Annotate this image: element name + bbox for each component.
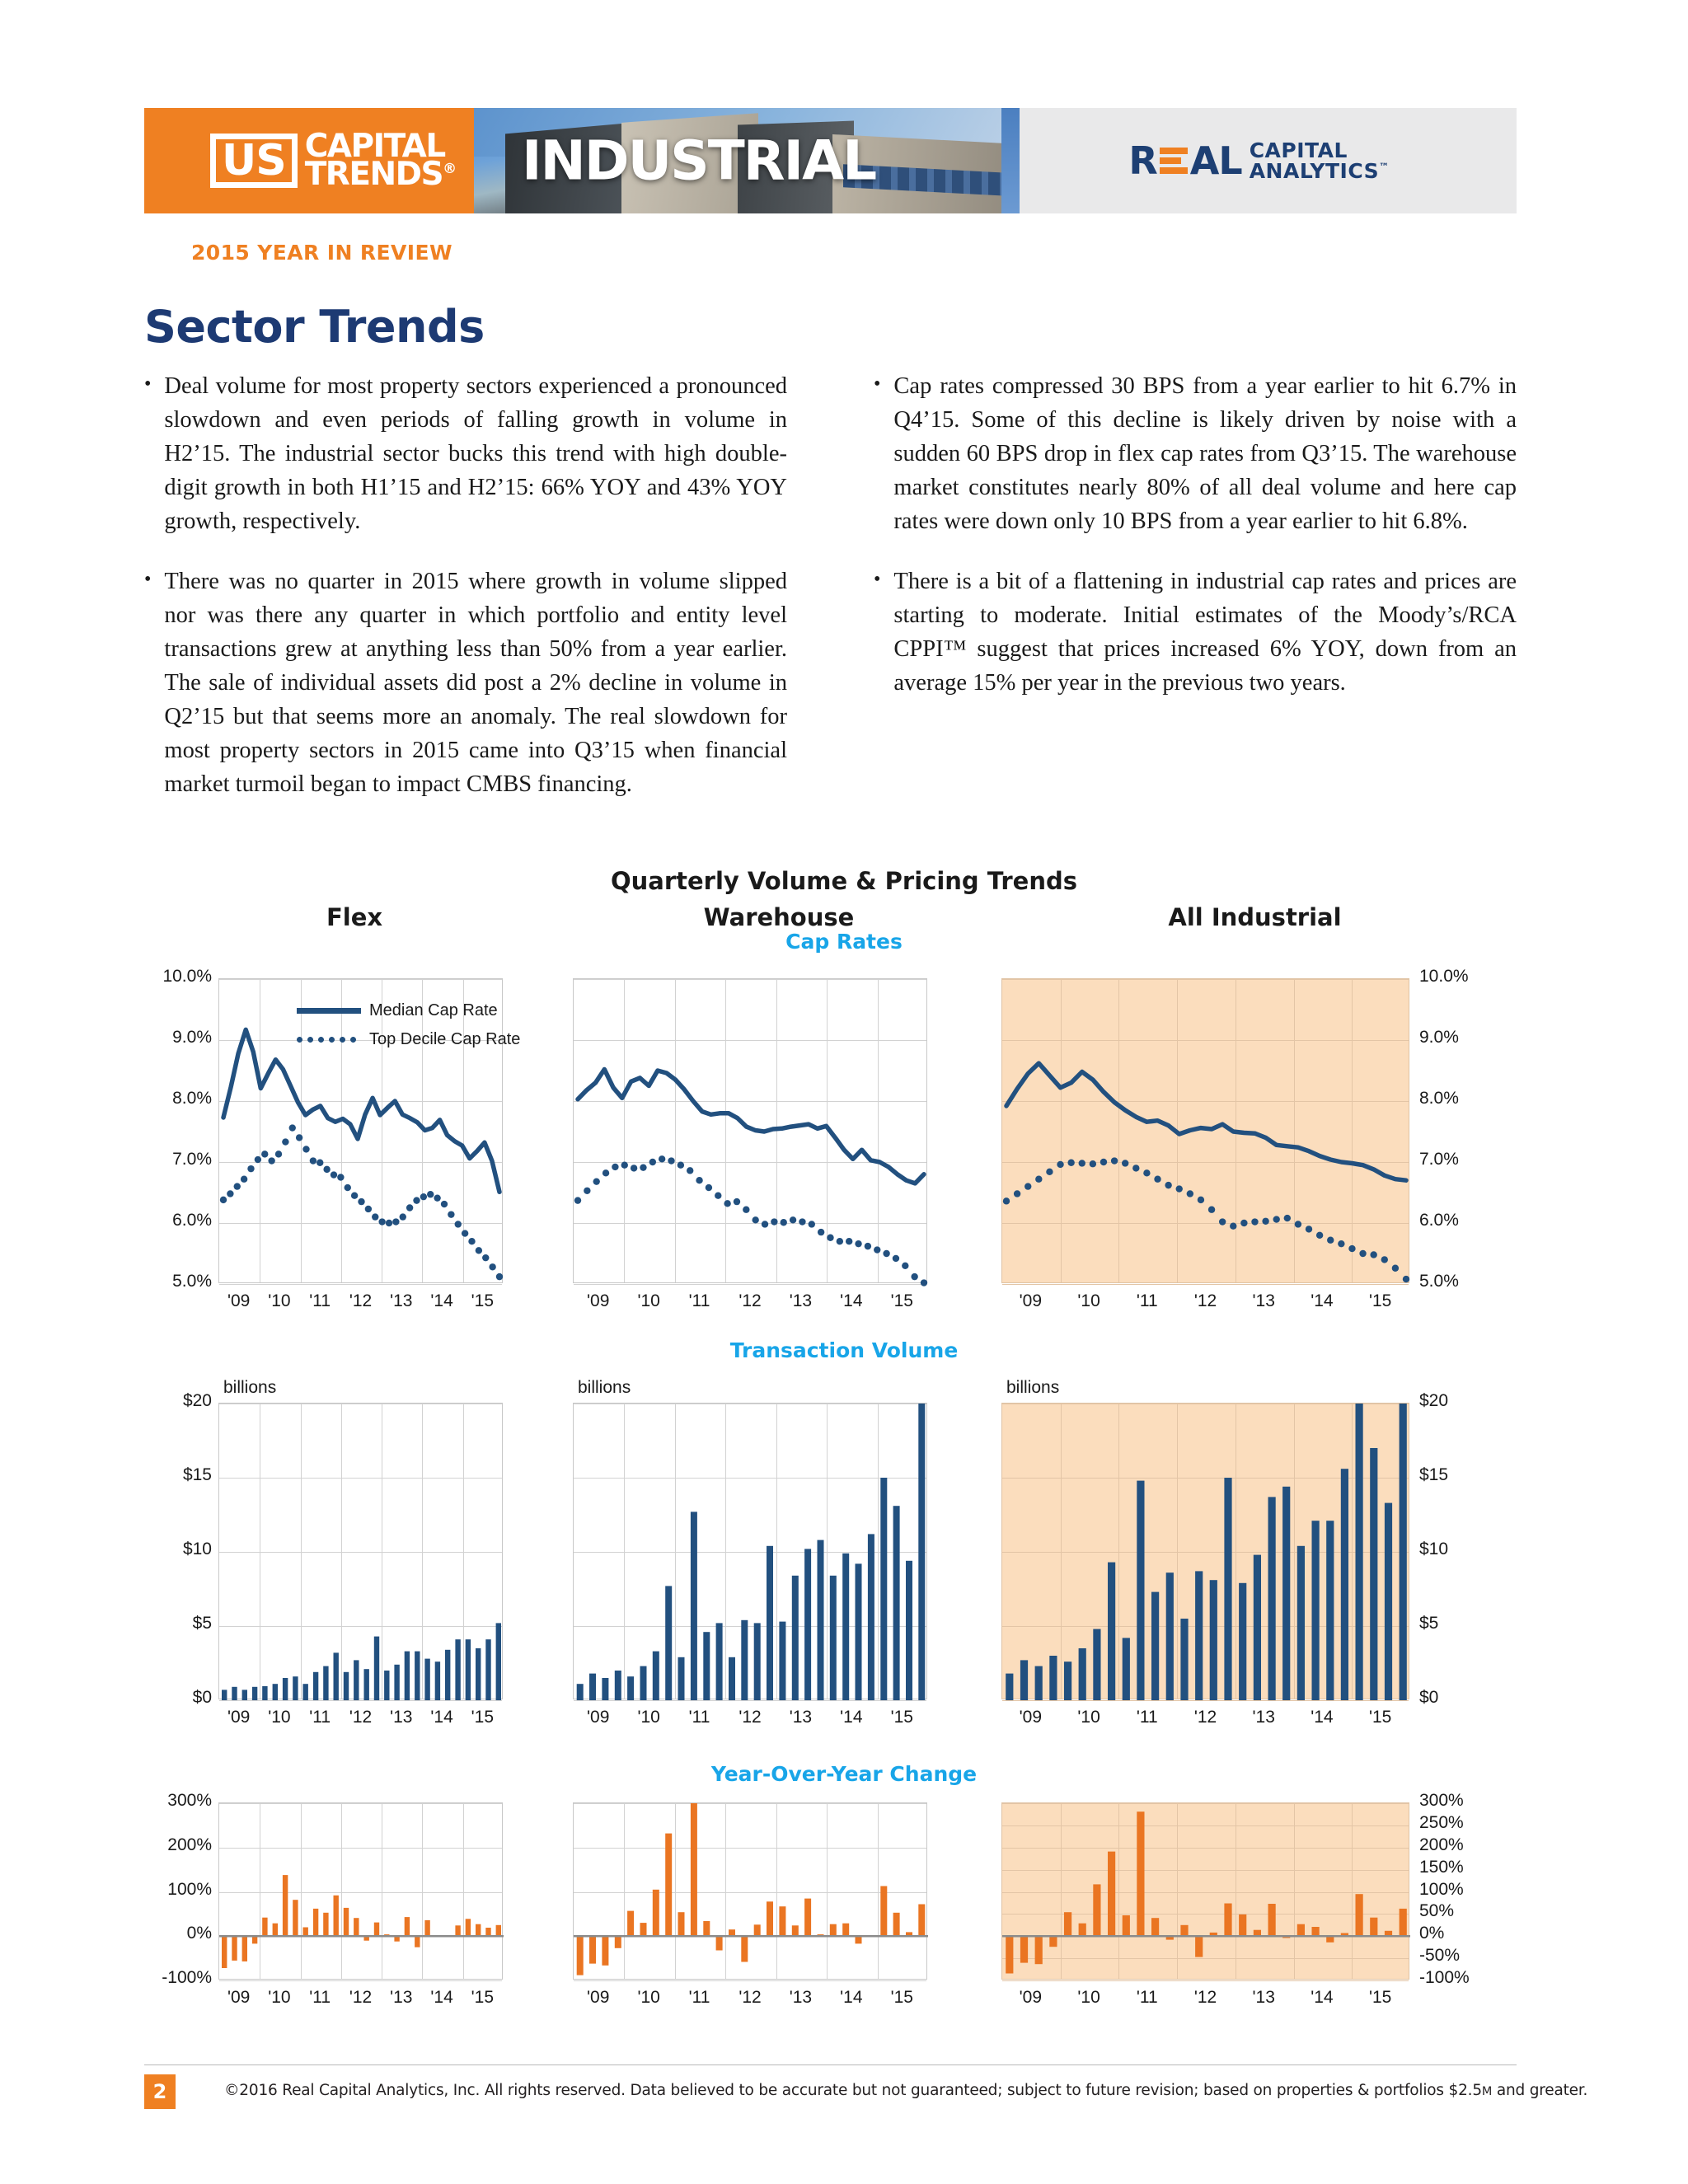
axis-tick-label: -100%	[162, 1968, 212, 1987]
blue-stripe-accent	[1001, 108, 1020, 213]
axis-tick-label: $15	[1419, 1465, 1449, 1484]
axis-tick-label: 100%	[1419, 1879, 1464, 1899]
axis-tick-label: '09	[587, 1708, 610, 1727]
legend-swatch-median-line	[297, 1008, 361, 1014]
axis-tick-label: '09	[1019, 1988, 1043, 2007]
footer-copyright: ©2016 Real Capital Analytics, Inc. All rights reserved. Data believed to be accurate but not guaranteed; subject to future revision; based on properties & portfolios $2.5M and greater.	[224, 2082, 1588, 2099]
bullet-text: Cap rates compressed 30 BPS from a year earlier to hit 6.7% in Q4’15. Some of this decline is likely driven by noise with a sudden 60 BPS drop in flex cap rates from Q3’15. The warehouse market constitutes nearly 80% of all deal volume and here cap rates were down only 10 BPS from a year earlier to hit 6.8%.	[893, 373, 1517, 535]
axis-tick-label: '13	[1252, 1291, 1275, 1310]
axis-tick-label: '15	[471, 1291, 495, 1310]
plot-area	[573, 1802, 927, 1980]
chart-panel-cap-flex	[144, 960, 565, 1310]
chart-legend	[297, 1001, 520, 1059]
body-columns	[144, 369, 1517, 827]
axis-tick-label: '10	[1077, 1708, 1100, 1727]
industrial-banner-photo	[474, 108, 1001, 213]
gridline-horizontal	[1002, 1700, 1409, 1701]
axis-tick-label: $0	[1419, 1688, 1439, 1707]
chart-column-title-flex: Flex	[326, 903, 383, 931]
banner-sector-word: INDUSTRIAL	[522, 129, 876, 193]
axis-tick-label: '09	[587, 1988, 610, 2007]
axis-tick-label: '15	[1368, 1708, 1392, 1727]
real-capital-analytics-logo	[1001, 108, 1517, 213]
axis-unit-label: billions	[578, 1378, 631, 1397]
axis-tick-label: '15	[471, 1708, 495, 1727]
bullet-item	[144, 369, 787, 538]
chart-panel-volume-warehouse	[565, 1370, 993, 1727]
axis-tick-label: 9.0%	[172, 1028, 212, 1047]
gridline-horizontal	[1002, 1284, 1409, 1285]
axis-tick-label: '13	[1252, 1708, 1275, 1727]
rca-e-bars-icon	[1160, 148, 1188, 174]
gridline-horizontal	[574, 1284, 926, 1285]
legend-item	[297, 1030, 520, 1049]
chart-row-label-transaction-volume: Transaction Volume	[729, 1338, 959, 1362]
axis-tick-label: '14	[840, 1708, 863, 1727]
axis-tick-label: $10	[182, 1540, 212, 1558]
gridline-horizontal	[219, 1284, 502, 1285]
plot-area	[1001, 1403, 1409, 1699]
page-number-badge: 2	[144, 2074, 176, 2109]
axis-tick-label: 7.0%	[1419, 1150, 1459, 1169]
axis-tick-label: '12	[349, 1291, 373, 1310]
axis-tick-label: 5.0%	[1419, 1272, 1459, 1291]
axis-tick-label: '12	[738, 1988, 762, 2007]
axis-tick-label: $0	[192, 1688, 212, 1707]
bullet-text: There is a bit of a flattening in industrial cap rates and prices are starting to moderate. Initial estimates of the Moody’s/RCA CPPI™ suggest that prices increased 6% YOY, down from an average 15% per year in the previous two years.	[893, 569, 1517, 696]
axis-tick-label: '13	[390, 1988, 413, 2007]
axis-tick-label: '14	[430, 1291, 453, 1310]
axis-tick-label: '11	[309, 1291, 331, 1310]
page-title: Sector Trends	[144, 301, 485, 353]
axis-tick-label: '12	[349, 1988, 373, 2007]
axis-unit-label: billions	[223, 1378, 277, 1397]
chart-series-layer	[1002, 1404, 1410, 1700]
axis-tick-label: 0%	[186, 1924, 212, 1943]
axis-tick-label: '15	[890, 1291, 913, 1310]
axis-tick-label: '10	[268, 1988, 291, 2007]
axis-tick-label: 150%	[1419, 1857, 1464, 1877]
legend-swatch-top-decile-dots	[297, 1037, 361, 1043]
axis-tick-label: '14	[840, 1291, 863, 1310]
chart-series-layer	[574, 1803, 928, 1980]
axis-tick-label: '14	[430, 1708, 453, 1727]
axis-tick-label: $20	[182, 1391, 212, 1410]
chart-panel-cap-warehouse	[565, 960, 993, 1310]
axis-tick-label: '09	[1019, 1291, 1043, 1310]
plot-area	[573, 978, 927, 1283]
cap-rates-chart-row	[144, 960, 1517, 1310]
axis-tick-label: '13	[789, 1988, 813, 2007]
footer-divider	[144, 2064, 1517, 2065]
transaction-volume-chart-row	[144, 1370, 1517, 1727]
axis-tick-label: '11	[1136, 1708, 1158, 1727]
axis-tick-label: 8.0%	[172, 1089, 212, 1108]
axis-tick-label: '09	[227, 1988, 251, 2007]
axis-tick-label: 50%	[1419, 1901, 1455, 1921]
chart-series-layer	[1002, 1803, 1410, 1980]
axis-tick-label: $5	[1419, 1614, 1439, 1633]
axis-tick-label: '15	[1368, 1988, 1392, 2007]
gridline-horizontal	[574, 1700, 926, 1701]
plot-area	[573, 1403, 927, 1699]
axis-tick-label: '11	[309, 1988, 331, 2007]
axis-tick-label: 6.0%	[172, 1211, 212, 1230]
bullet-text: Deal volume for most property sectors experienced a pronounced slowdown and even periods of falling growth in volume in H2’15. The industrial sector bucks this trend with high double-digit growth in both H1’15 and H2’15: 66% YOY and 43% YOY growth, respectively.	[164, 373, 787, 535]
axis-tick-label: 8.0%	[1419, 1089, 1459, 1108]
axis-tick-label: $10	[1419, 1540, 1449, 1558]
axis-tick-label: '14	[840, 1988, 863, 2007]
chart-row-label-yoy-change: Year-Over-Year Change	[710, 1762, 978, 1786]
axis-tick-label: '09	[587, 1291, 610, 1310]
axis-tick-label: '10	[268, 1291, 291, 1310]
us-capital-trends-logo	[144, 108, 474, 213]
chart-panel-yoy-flex	[144, 1793, 565, 2007]
axis-tick-label: 200%	[167, 1835, 212, 1854]
bullet-text: There was no quarter in 2015 where growth in volume slipped nor was there any quarter in which portfolio and entity level transactions grew at anything less than 50% from a year earlier. The sale of individual assets did post a 2% decline in volume in Q2’15 but that seems more an anomaly. The real slowdown for most property sectors in 2015 came into Q3’15 when financial market turmoil began to impact CMBS financing.	[164, 569, 787, 798]
bullet-dot-icon: •	[874, 569, 881, 591]
axis-tick-label: $5	[192, 1614, 212, 1633]
plot-area	[218, 1403, 503, 1699]
axis-tick-label: '10	[1077, 1291, 1100, 1310]
axis-tick-label: 7.0%	[172, 1150, 212, 1169]
logo-trends-text: TRENDS®	[304, 156, 456, 193]
axis-tick-label: '10	[637, 1291, 660, 1310]
axis-tick-label: 250%	[1419, 1812, 1464, 1832]
chart-column-title-warehouse: Warehouse	[703, 903, 855, 931]
gridline-horizontal	[1002, 1980, 1409, 1981]
axis-tick-label: 300%	[167, 1791, 212, 1810]
bullet-item	[144, 565, 787, 801]
axis-tick-label: '13	[789, 1291, 813, 1310]
axis-tick-label: 200%	[1419, 1835, 1464, 1854]
plot-area	[218, 1802, 503, 1980]
axis-tick-label: '09	[227, 1708, 251, 1727]
chart-series-layer	[574, 1404, 928, 1700]
axis-tick-label: 100%	[167, 1879, 212, 1899]
charts-main-title: Quarterly Volume & Pricing Trends	[610, 867, 1078, 895]
bullet-dot-icon: •	[144, 569, 152, 591]
chart-panel-cap-all-industrial	[993, 960, 1517, 1310]
axis-tick-label: '12	[738, 1708, 762, 1727]
axis-tick-label: 9.0%	[1419, 1028, 1459, 1047]
axis-tick-label: 5.0%	[172, 1272, 212, 1291]
legend-label: Top Decile Cap Rate	[369, 1030, 521, 1048]
rca-wordmark: R AL	[1128, 138, 1242, 183]
chart-series-layer	[1002, 979, 1410, 1284]
axis-tick-label: '11	[309, 1708, 331, 1727]
plot-area	[1001, 1802, 1409, 1980]
bullet-item	[874, 369, 1517, 538]
axis-tick-label: '14	[1311, 1988, 1334, 2007]
axis-tick-label: 10.0%	[162, 967, 212, 986]
axis-tick-label: '12	[738, 1291, 762, 1310]
logo-us-mark: US	[210, 134, 298, 189]
plot-area	[1001, 978, 1409, 1283]
chart-panel-volume-all-industrial	[993, 1370, 1517, 1727]
chart-series-layer	[574, 979, 928, 1284]
axis-tick-label: '13	[390, 1291, 413, 1310]
axis-tick-label: '14	[1311, 1291, 1334, 1310]
axis-tick-label: '12	[349, 1708, 373, 1727]
axis-tick-label: -50%	[1419, 1946, 1461, 1966]
axis-tick-label: '15	[1368, 1291, 1392, 1310]
axis-tick-label: '09	[1019, 1708, 1043, 1727]
yoy-change-chart-row	[144, 1793, 1517, 2007]
axis-tick-label: '11	[688, 1291, 710, 1310]
gridline-horizontal	[574, 1980, 926, 1981]
axis-tick-label: '10	[637, 1708, 660, 1727]
axis-tick-label: '11	[1136, 1988, 1158, 2007]
bullet-dot-icon: •	[874, 373, 881, 395]
gridline-horizontal	[219, 1980, 502, 1981]
axis-tick-label: '10	[268, 1708, 291, 1727]
left-column	[144, 369, 787, 827]
axis-tick-label: $20	[1419, 1391, 1449, 1410]
axis-tick-label: '14	[1311, 1708, 1334, 1727]
axis-tick-label: 0%	[1419, 1924, 1445, 1943]
chart-panel-volume-flex	[144, 1370, 565, 1727]
axis-tick-label: '12	[1193, 1708, 1217, 1727]
legend-item	[297, 1001, 520, 1020]
chart-series-layer	[219, 1404, 504, 1700]
axis-tick-label: '14	[430, 1988, 453, 2007]
chart-row-label-cap-rates: Cap Rates	[785, 930, 903, 954]
bullet-dot-icon: •	[144, 373, 152, 395]
axis-tick-label: '09	[227, 1291, 251, 1310]
axis-tick-label: '12	[1193, 1291, 1217, 1310]
axis-tick-label: '11	[688, 1708, 710, 1727]
axis-tick-label: '15	[471, 1988, 495, 2007]
page-header	[144, 108, 1517, 213]
chart-column-title-all-industrial: All Industrial	[1168, 903, 1342, 931]
axis-tick-label: '13	[390, 1708, 413, 1727]
logo-capital-text: CAPITAL	[304, 128, 445, 166]
gridline-horizontal	[219, 1700, 502, 1701]
axis-tick-label: $15	[182, 1465, 212, 1484]
chart-column-titles	[144, 903, 1517, 931]
axis-tick-label: '15	[890, 1988, 913, 2007]
axis-tick-label: '15	[890, 1708, 913, 1727]
chart-series-layer	[219, 1803, 504, 1980]
chart-panel-yoy-warehouse	[565, 1793, 993, 2007]
axis-tick-label: '11	[1136, 1291, 1158, 1310]
chart-panel-yoy-all-industrial	[993, 1793, 1517, 2007]
axis-tick-label: '11	[688, 1988, 710, 2007]
axis-tick-label: '12	[1193, 1988, 1217, 2007]
bullet-item	[874, 565, 1517, 700]
rca-subtitle: CAPITAL ANALYTICS™	[1249, 138, 1390, 183]
axis-tick-label: -100%	[1419, 1968, 1470, 1987]
year-in-review-label: 2015 YEAR IN REVIEW	[191, 241, 452, 265]
axis-tick-label: 300%	[1419, 1791, 1464, 1810]
axis-tick-label: '10	[637, 1988, 660, 2007]
right-column	[874, 369, 1517, 827]
axis-tick-label: '10	[1077, 1988, 1100, 2007]
legend-label: Median Cap Rate	[369, 1001, 498, 1019]
axis-unit-label: billions	[1006, 1378, 1060, 1397]
axis-tick-label: '13	[1252, 1988, 1275, 2007]
axis-tick-label: '13	[789, 1708, 813, 1727]
axis-tick-label: 10.0%	[1419, 967, 1469, 986]
axis-tick-label: 6.0%	[1419, 1211, 1459, 1230]
